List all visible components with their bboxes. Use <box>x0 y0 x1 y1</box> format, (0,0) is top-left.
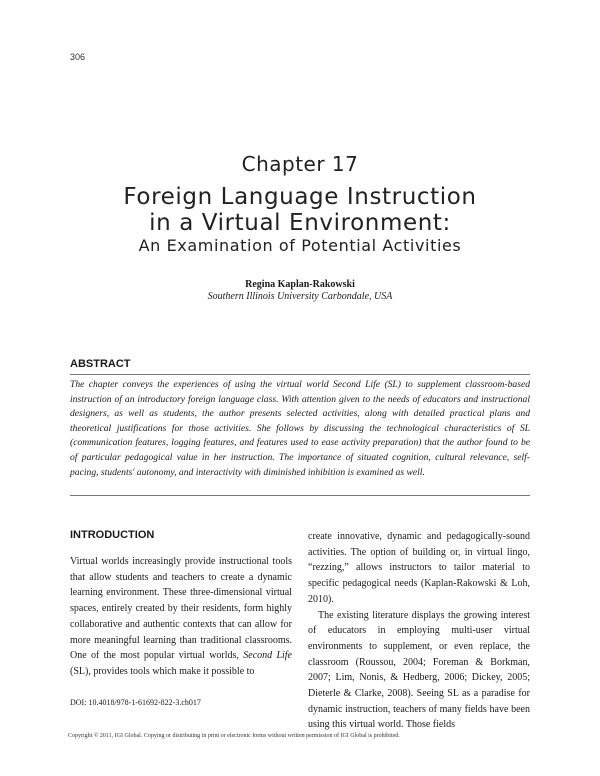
intro-p1-text: Virtual worlds increasingly provide instructional tools that allow students and teachers to create a dynamic learning environment. These three-dimensional virtual spaces, entirely created by their residents, form highly collaborative and authentic contexts that can allow for more meaningful learning than traditional classrooms. One of the most popular virtual worlds, <box>70 556 292 662</box>
intro-paragraph-1-continued: create innovative, dynamic and pedagogically-sound activities. The option of building or, in virtual lingo, “rezzing,” allows instructors to tailor material to specific pedagogical needs (Kaplan-Rakowski & Loh, 2010). <box>308 531 530 605</box>
copyright-notice: Copyright © 2011, IGI Global. Copying or distributing in print or electronic forms without written permission of IGI Global is prohibited. <box>68 733 400 739</box>
chapter-title-line-2: in a Virtual Environment: <box>149 210 451 236</box>
abstract-heading: ABSTRACT <box>70 358 131 370</box>
doi-line: DOI: 10.4018/978-1-61692-822-3.ch017 <box>70 698 201 707</box>
intro-paragraph-2: The existing literature displays the growing interest of educators in employing multi-user virtual environments to supplement, or even replace, the classroom (Roussou, 2004; Foreman & Borkman, 2007; Lim, Nonis, & Hedberg, 2006; Dickey, 2005; Dieterle & Clarke, 2008). Seeing SL as a paradise for dynamic instruction, teachers of many fields have been using this virtual world. Those fields <box>308 609 530 731</box>
second-life-term: Second Life <box>243 650 292 662</box>
left-column <box>70 554 292 680</box>
chapter-title-line-1: Foreign Language Instruction <box>123 184 477 210</box>
author-name: Regina Kaplan-Rakowski <box>245 279 355 290</box>
right-column <box>308 529 530 733</box>
abstract-top-rule <box>70 374 530 375</box>
intro-p1-text-end: (SL), provides tools which make it possible to <box>70 665 255 677</box>
chapter-subtitle: An Examination of Potential Activities <box>138 236 462 255</box>
intro-paragraph-1 <box>70 554 292 680</box>
author-affiliation: Southern Illinois University Carbondale, USA <box>207 291 393 302</box>
introduction-heading: INTRODUCTION <box>70 529 155 541</box>
abstract-bottom-rule <box>70 495 530 496</box>
chapter-label: Chapter 17 <box>241 152 359 176</box>
abstract-text: The chapter conveys the experiences of using the virtual world Second Life (SL) to supplement classroom-based instruction of an introductory foreign language class. With attention given to the needs of educators and instructional designers, as well as students, the author presents selected activities, along with detailed practical plans and theoretical justifications for those activities. She follows by discussing the technological characteristics of SL (communication features, logging features, and features used to ease activity preparation) that the author found to be of particular pedagogical value in her instruction. The importance of situated cognition, cultural relevance, self-pacing, students' autonomy, and interactivity with diminished inhibition is examined as well. <box>70 379 530 478</box>
page-number: 306 <box>70 52 86 62</box>
